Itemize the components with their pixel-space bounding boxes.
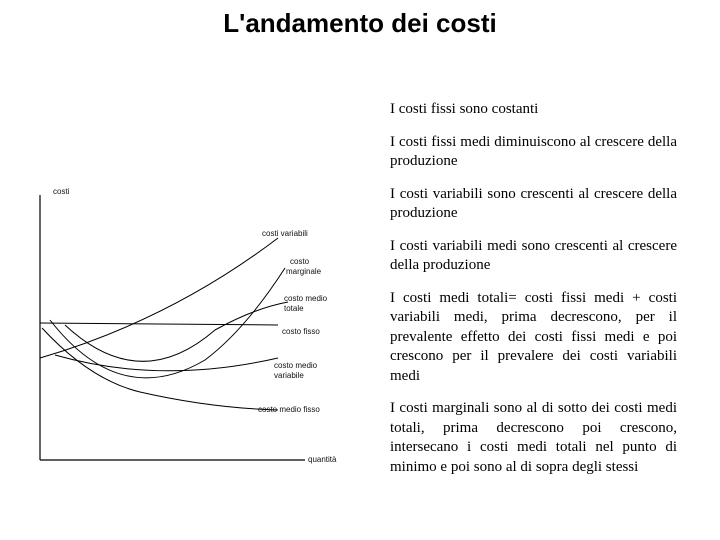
costo-marginale-label-1: costo [290, 257, 310, 266]
cost-curves-graph [30, 180, 370, 480]
paragraph-costi-medi-totali: I costi medi totali= costi fissi medi + costi variabili medi, prima decrescono, per il prevalente effetto dei costi fissi medi e poi crescono per il prevalere dei costi variabili medi [390, 289, 677, 384]
costo-medio-fisso-label: costo medio fisso [258, 405, 320, 414]
costo-medio-totale-label-2: totale [284, 304, 304, 313]
costo-medio-variabile-label-1: costo medio [274, 361, 318, 370]
page-title: L'andamento dei costi [223, 8, 497, 38]
paragraph-costi-fissi: I costi fissi sono costanti [390, 101, 539, 117]
costi-variabili-label: costi variabili [262, 229, 308, 238]
costo-fisso-label: costo fisso [282, 327, 320, 336]
costo-medio-totale-label-1: costo medio [284, 294, 328, 303]
costo-medio-variabile-label-2: variabile [274, 371, 304, 380]
paragraph-costi-variabili: I costi variabili sono crescenti al crescere della produzione [390, 185, 677, 221]
explanation-text [390, 100, 677, 490]
paragraph-costi-fissi-medi: I costi fissi medi diminuiscono al crescere della produzione [390, 133, 677, 169]
y-axis-label: costi [53, 187, 70, 196]
x-axis-label: quantità [308, 455, 337, 464]
costo-marginale-label-2: marginale [286, 267, 322, 276]
paragraph-costi-marginali: I costi marginali sono al di sotto dei costi medi totali, prima decrescono poi crescono, intersecano i costi medi totali nel punto di minimo e poi sono al di sopra degli stessi [390, 400, 677, 475]
costi-variabili-curve [40, 238, 278, 358]
costo-medio-fisso-curve [42, 328, 278, 410]
paragraph-costi-variabili-medi: I costi variabili medi sono crescenti al crescere della produzione [390, 237, 677, 273]
